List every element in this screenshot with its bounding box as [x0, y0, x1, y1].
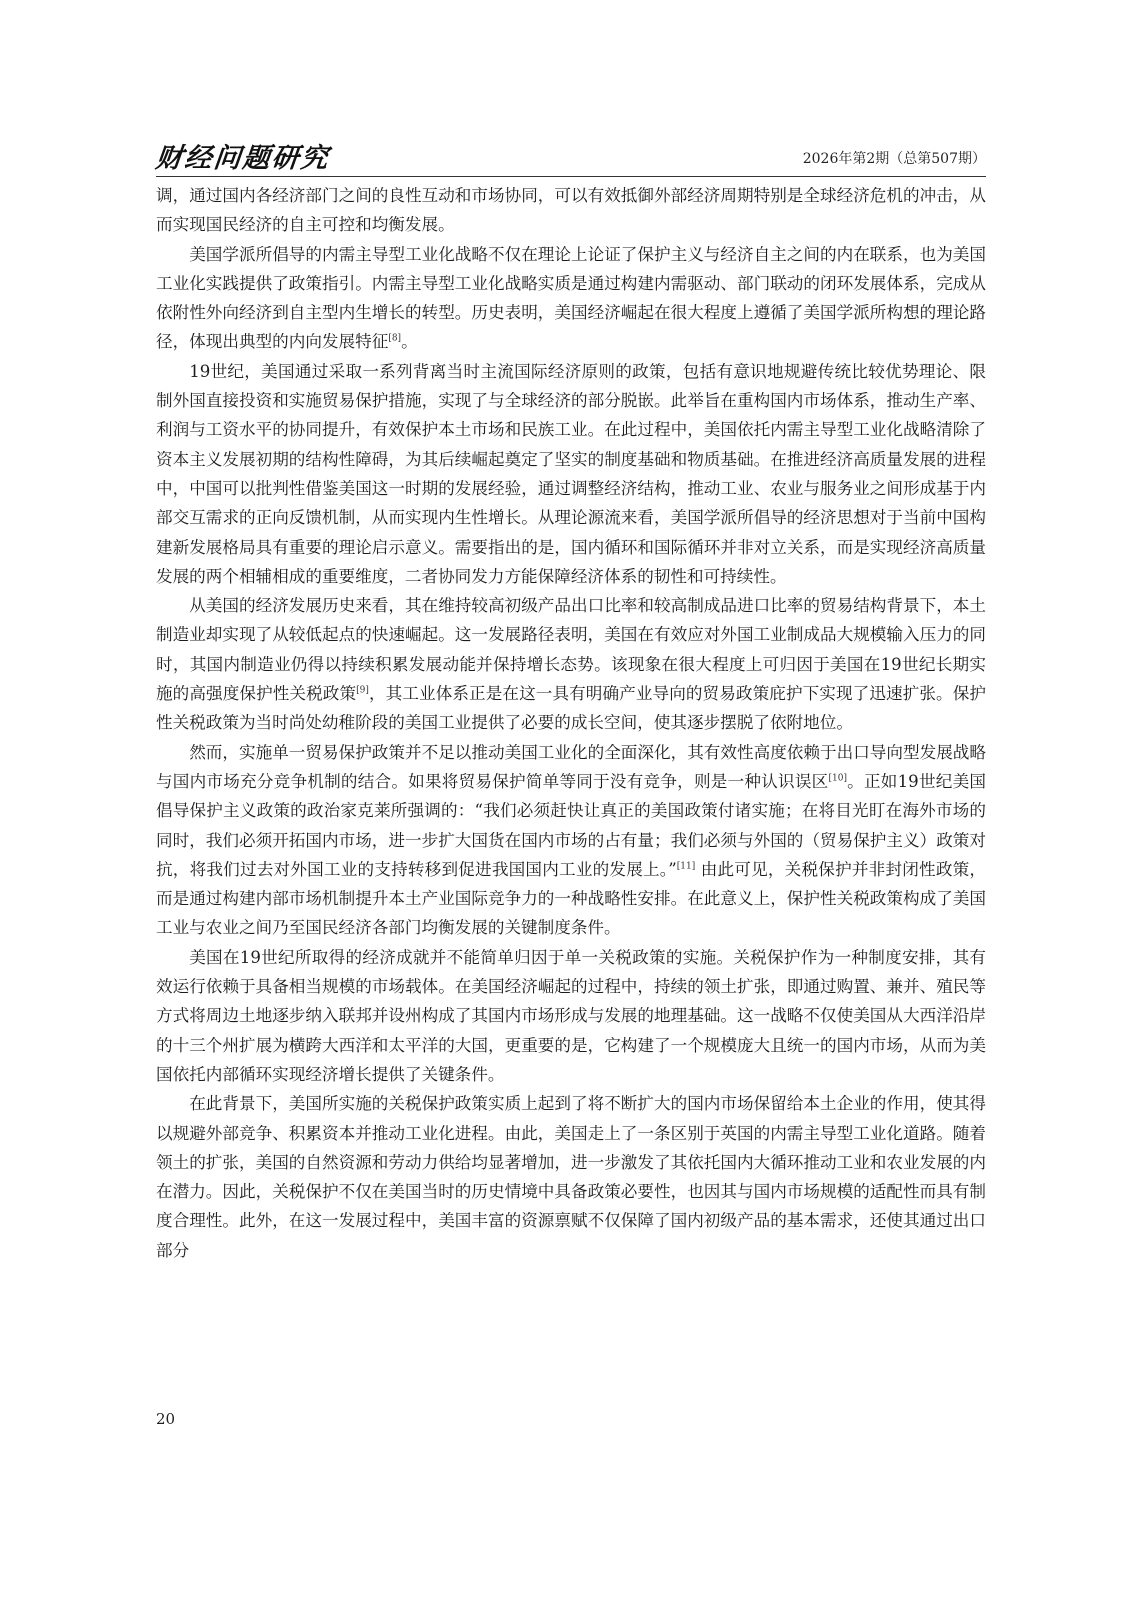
paragraph-text: 。正如19世纪美国倡导保护主义政策的政治家克莱所强调的：“我们必须赶快让真正的美国政策付诸实施；在将目光盯在海外市场的同时，我们必须开拓国内市场，进一步扩大国货在国内市场的占有量；我们必须与外国的（贸易保护主义）政策对抗，将我们过去对外国工业的支持转移到促进我国国内工业的发展上。” — [156, 771, 986, 879]
paragraph-text: 然而，实施单一贸易保护政策并不足以推动美国工业化的全面深化，其有效性高度依赖于出口导向型发展战略与国内市场充分竞争机制的结合。如果将贸易保护简单等同于没有竞争，则是一种认识误区 — [156, 742, 986, 791]
issue-info: 2026年第2期（总第507期） — [802, 151, 986, 167]
paragraph-p5 — [156, 738, 986, 943]
paragraph-text: 。 — [401, 332, 418, 352]
paragraph-text: 在此背景下，美国所实施的关税保护政策实质上起到了将不断扩大的国内市场保留给本土企业的作用，使其得以规避外部竞争、积累资本并推动工业化进程。由此，美国走上了一条区别于英国的内需主导型工业化道路。随着领土的扩张，美国的自然资源和劳动力供给均显著增加，进一步激发了其依托国内大循环推动工业和农业发展的内在潜力。因此，关税保护不仅在美国当时的历史情境中具备政策必要性，也因其与国内市场规模的适配性而具有制度合理性。此外，在这一发展过程中，美国丰富的资源禀赋不仅保障了国内初级产品的基本需求，还使其通过出口部分 — [156, 1094, 986, 1260]
paragraph-text: 美国学派所倡导的内需主导型工业化战略不仅在理论上论证了保护主义与经济自主之间的内在联系，也为美国工业化实践提供了政策指引。内需主导型工业化战略实质是通过构建内需驱动、部门联动的闭环发展体系，完成从依附性外向经济到自主型内生增长的转型。历史表明，美国经济崛起在很大程度上遵循了美国学派所构想的理论路径，体现出典型的内向发展特征 — [156, 244, 986, 352]
paragraph-p1 — [156, 181, 986, 240]
citation-ref: [9] — [356, 685, 369, 696]
paragraph-p4 — [156, 591, 986, 737]
paragraph-text: 从美国的经济发展历史来看，其在维持较高初级产品出口比率和较高制成品进口比率的贸易结构背景下，本土制造业却实现了从较低起点的快速崛起。这一发展路径表明，美国在有效应对外国工业制成品大规模输入压力的同时，其国内制造业仍得以持续积累发展动能并保持增长态势。该现象在很大程度上可归因于美国在19世纪长期实施的高强度保护性关税政策 — [156, 596, 986, 704]
paragraph-text: 美国在19世纪所取得的经济成就并不能简单归因于单一关税政策的实施。关税保护作为一种制度安排，其有效运行依赖于具备相当规模的市场载体。在美国经济崛起的过程中，持续的领土扩张，即通过购置、兼并、殖民等方式将周边土地逐步纳入联邦并设州构成了其国内市场形成与发展的地理基础。这一战略不仅使美国从大西洋沿岸的十三个州扩展为横跨大西洋和太平洋的大国，更重要的是，它构建了一个规模庞大且统一的国内市场，从而为美国依托内部循环实现经济增长提供了关键条件。 — [156, 947, 986, 1084]
article-body — [156, 181, 986, 1265]
paragraph-text: ，其工业体系正是在这一具有明确产业导向的贸易政策庇护下实现了迅速扩张。保护性关税政策为当时尚处幼稚阶段的美国工业提供了必要的成长空间，使其逐步摆脱了依附地位。 — [156, 684, 987, 733]
paragraph-p2 — [156, 240, 986, 357]
paragraph-text: 19世纪，美国通过采取一系列背离当时主流国际经济原则的政策，包括有意识地规避传统比较优势理论、限制外国直接投资和实施贸易保护措施，实现了与全球经济的部分脱嵌。此举旨在重构国内市场体系，推动生产率、利润与工资水平的协同提升，有效保护本土市场和民族工业。在此过程中，美国依托内需主导型工业化战略清除了资本主义发展初期的结构性障碍，为其后续崛起奠定了坚实的制度基础和物质基础。在推进经济高质量发展的进程中，中国可以批判性借鉴美国这一时期的发展经验，通过调整经济结构，推动工业、农业与服务业之间形成基于内部交互需求的正向反馈机制，从而实现内生性增长。从理论源流来看，美国学派所倡导的经济思想对于当前中国构建新发展格局具有重要的理论启示意义。需要指出的是，国内循环和国际循环并非对立关系，而是实现经济高质量发展的两个相辅相成的重要维度，二者协同发力方能保障经济体系的韧性和可持续性。 — [156, 361, 986, 586]
paragraph-text: 调，通过国内各经济部门之间的良性互动和市场协同，可以有效抵御外部经济周期特别是全球经济危机的冲击，从而实现国民经济的自主可控和均衡发展。 — [156, 186, 986, 235]
journal-title-logo: 财经问题研究 — [154, 143, 332, 174]
header-rule — [156, 176, 986, 177]
paragraph-p6 — [156, 943, 986, 1089]
running-header — [156, 136, 986, 176]
page-number: 20 — [156, 1410, 176, 1428]
paragraph-p3 — [156, 357, 986, 591]
paragraph-p7 — [156, 1089, 986, 1265]
citation-ref: [8] — [388, 333, 402, 344]
citation-ref: [11] — [676, 861, 696, 872]
citation-ref: [10] — [828, 773, 847, 784]
paragraph-text: 由此可见，关税保护并非封闭性政策，而是通过构建内部市场机制提升本土产业国际竞争力的一种战略性安排。在此意义上，保护性关税政策构成了美国工业与农业之间乃至国民经济各部门均衡发展的关键制度条件。 — [156, 859, 986, 938]
